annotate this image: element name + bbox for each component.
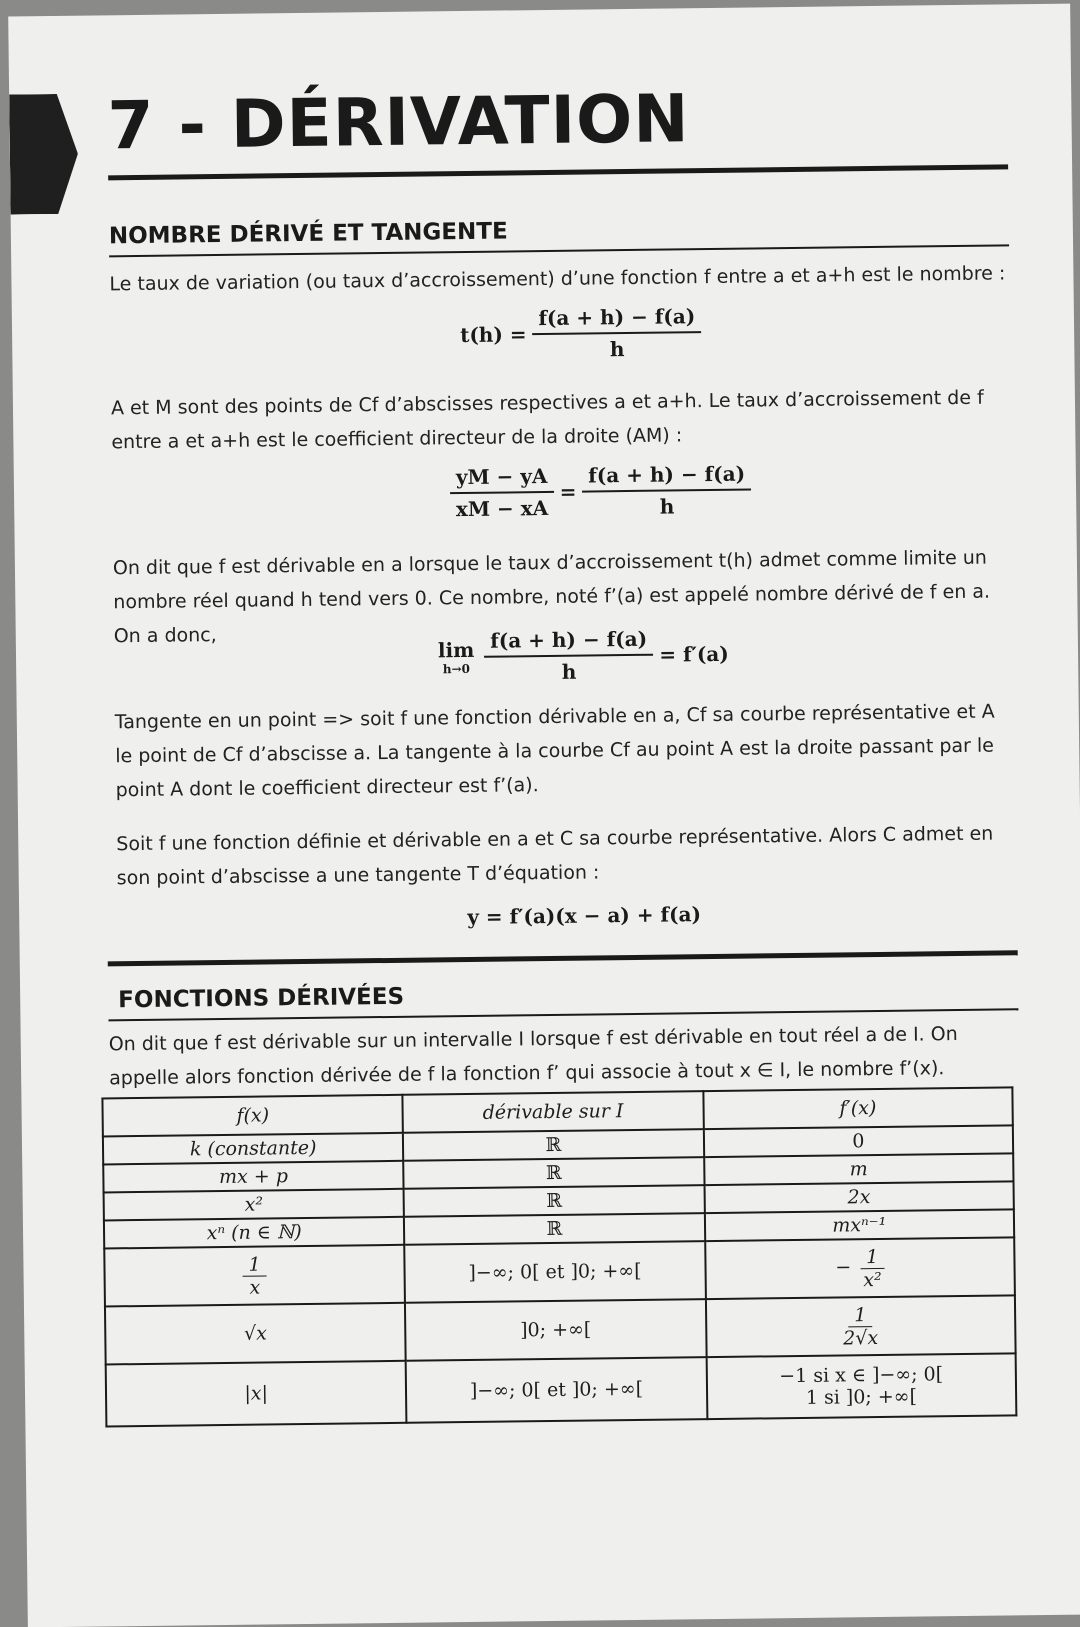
cell-function: k (constante) [103, 1133, 404, 1165]
chapter-title: 7 - DÉRIVATION [107, 80, 690, 165]
cell-function: mx + p [103, 1161, 404, 1193]
derivative-case-1: −1 si x ∈ ]−∞; 0[ [779, 1363, 944, 1388]
derivative-fraction [860, 1245, 885, 1290]
section-heading-derivative: NOMBRE DÉRIVÉ ET TANGENTE [108, 218, 508, 250]
table-row [106, 1353, 1017, 1426]
fraction-denominator: x² [863, 1268, 882, 1291]
formula-tangent: y = f′(a)(x − a) + f(a) [467, 902, 702, 930]
fraction-denominator: h [561, 659, 577, 684]
slope-fraction [450, 464, 554, 521]
cell-domain: ℝ [404, 1213, 705, 1245]
paragraph-rate-of-change: Le taux de variation (ou taux d’accroissement) d’une fonction f entre a et a+h est le nombre : [109, 262, 1006, 296]
cell-derivative: m [704, 1153, 1014, 1185]
fraction-numerator: f(a + h) − f(a) [582, 462, 751, 493]
cell-function [104, 1245, 405, 1307]
equals-sign: = [559, 479, 577, 504]
fraction-numerator: f(a + h) − f(a) [484, 627, 653, 658]
formula-slope [444, 461, 758, 521]
fraction-denominator: xM − xA [455, 495, 549, 522]
paragraph-secant: A et M sont des points de Cf d’abscisses respectives a et a+h. Le taux d’accroissement de f entre a et a+h est le coefficient directeur de la droite (AM) : [110, 386, 984, 454]
derivatives-table [101, 1086, 1017, 1427]
cell-derivative: mxⁿ⁻¹ [704, 1209, 1014, 1241]
title-underline [108, 164, 1008, 180]
section-divider [108, 950, 1018, 966]
cell-derivative [705, 1237, 1015, 1299]
paragraph-tangent-equation: Soit f une fonction définie et dérivable en a et C sa courbe représentative. Alors C admet en son point d’abscisse a une tangente T d’équation : [116, 822, 994, 890]
formula-lhs: t(h) = [459, 322, 527, 348]
cell-domain: ]0; +∞[ [405, 1299, 706, 1361]
cell-derivative [706, 1295, 1016, 1357]
formula-limit [438, 626, 729, 686]
column-header-domain: dérivable sur I [403, 1091, 704, 1133]
cell-domain: ]−∞; 0[ et ]0; +∞[ [406, 1357, 707, 1423]
lim-label: lim [437, 637, 475, 663]
limit-rhs: = f′(a) [659, 641, 729, 667]
cell-function: √x [105, 1303, 406, 1365]
rate-fraction [582, 462, 752, 520]
lim-subscript: h→0 [442, 661, 471, 677]
paragraph-derivable: On dit que f est dérivable en a lorsque le taux d’accroissement t(h) admet comme limite un nombre réel quand h tend vers 0. Ce nombre, noté f’(a) est appelé nombre dérivé de f en a. On a donc, [112, 546, 991, 648]
paragraph-derived-function: On dit que f est dérivable sur un intervalle I lorsque f est dérivable en tout réel a de I. On appelle alors fonction dérivée de f la fonction f’ qui associe à tout x ∈ I, le nombre f’(x). [108, 1023, 958, 1090]
document-page [8, 4, 1080, 1627]
cell-function: xⁿ (n ∈ ℕ) [104, 1217, 405, 1249]
fraction-denominator: x [249, 1276, 261, 1299]
cell-derivative: 2x [704, 1181, 1014, 1213]
cell-domain: ℝ [404, 1185, 705, 1217]
limit-operator [438, 638, 475, 676]
cell-function: x² [104, 1189, 405, 1221]
cell-domain: ]−∞; 0[ et ]0; +∞[ [405, 1241, 706, 1303]
column-header-derivative: f′(x) [703, 1087, 1013, 1129]
fraction-numerator: 1 [242, 1253, 266, 1276]
section-heading-derived-functions: FONCTIONS DÉRIVÉES [118, 983, 405, 1014]
limit-fraction [484, 627, 654, 685]
derivative-fraction [843, 1304, 878, 1349]
fraction-denominator: h [609, 337, 625, 362]
fraction-numerator: yM − yA [450, 464, 554, 494]
fraction-numerator: 1 [848, 1304, 872, 1327]
fraction-denominator: 2√x [843, 1326, 879, 1349]
cell-derivative: 0 [703, 1125, 1013, 1157]
formula-fraction [532, 304, 702, 362]
minus-sign: − [835, 1256, 852, 1279]
fraction-numerator: f(a + h) − f(a) [532, 304, 701, 335]
fraction-numerator: 1 [860, 1245, 884, 1268]
fraction-denominator: h [659, 494, 675, 519]
cell-domain: ℝ [404, 1157, 705, 1189]
cell-domain: ℝ [403, 1129, 704, 1161]
cell-function: |x| [106, 1361, 407, 1427]
cell-derivative [706, 1353, 1016, 1419]
chapter-tab-marker [9, 94, 78, 215]
function-fraction [242, 1253, 267, 1298]
column-header-function: f(x) [102, 1095, 403, 1137]
paragraph-tangent: Tangente en un point => soit f une fonction dérivable en a, Cf sa courbe représentative et A le point de Cf d’abscisse a. La tangente à la courbe Cf au point A est la droite passant par le point A dont le coefficient directeur est f’(a). [114, 700, 995, 802]
formula-rate [460, 304, 708, 363]
derivative-case-2: 1 si ]0; +∞[ [805, 1385, 918, 1409]
